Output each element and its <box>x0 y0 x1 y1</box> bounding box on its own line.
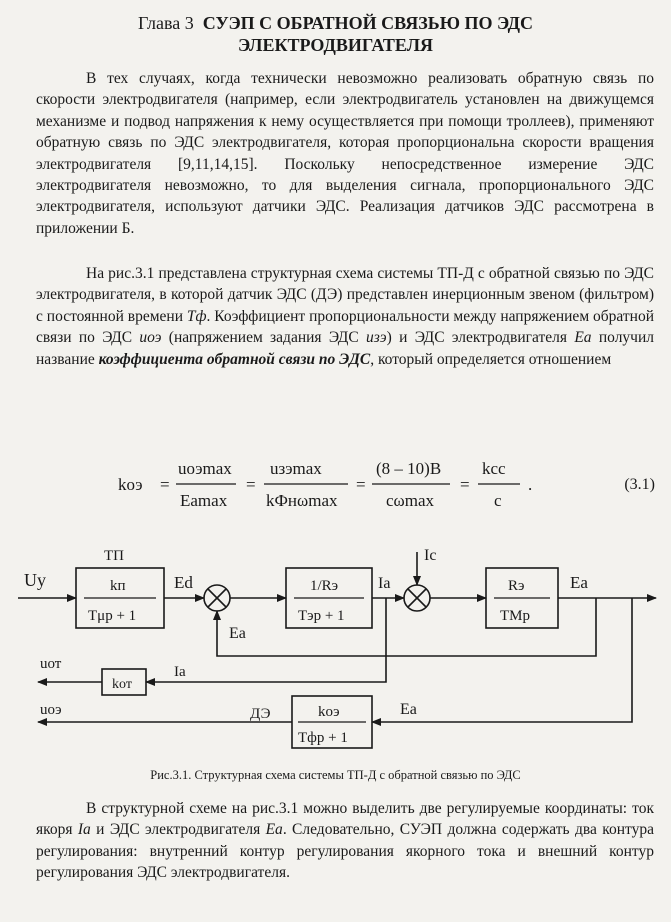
formula-3-1 <box>0 444 671 522</box>
equals-sign: = <box>460 475 470 494</box>
fraction-4-numerator: kсс <box>482 459 506 478</box>
anchor-numerator: 1/Rэ <box>310 578 339 594</box>
fraction-2-denominator: kФнωmax <box>266 491 338 510</box>
ic-label: Ic <box>424 547 437 564</box>
ea-sensor-label: Ea <box>400 701 417 718</box>
equals-sign: = <box>246 475 256 494</box>
sensor-denominator: Tфp + 1 <box>298 730 348 746</box>
fraction-3-denominator: cωmax <box>386 491 435 510</box>
fraction-3-numerator: (8 – 10)В <box>376 459 442 478</box>
symbol-tf: Tф <box>186 307 207 325</box>
tp-label: ТП <box>104 548 124 564</box>
formula-lhs: kоэ <box>118 475 143 494</box>
ed-label: Ed <box>174 573 193 592</box>
equals-sign: = <box>160 475 170 494</box>
ia-feedback-label: Ia <box>174 664 186 680</box>
kot-label: kот <box>112 677 132 692</box>
paragraph-2 <box>36 263 654 370</box>
equals-sign: = <box>356 475 366 494</box>
mech-denominator: TMp <box>500 608 530 624</box>
fraction-1-numerator: uоэmax <box>178 459 232 478</box>
formula-period: . <box>528 475 533 494</box>
ea-feedback-label: Ea <box>229 625 246 642</box>
chapter-number: Глава 3 <box>137 13 194 33</box>
paragraph-2-text-d: ) и ЭДС электродвигателя <box>386 329 575 347</box>
tp-denominator: Tμp + 1 <box>88 608 137 624</box>
chapter-heading <box>0 12 671 34</box>
sensor-numerator: kоэ <box>318 704 340 720</box>
paragraph-1-text: В тех случаях, когда технически невозможно реализовать обратную связь по скорости электродвигателя (например, если электродвигатель установлен на движущемся механизме и подвод напряжения к нему осуществляется при помощи троллеев), применяют обратную связь по ЭДС электродвигателя, которая пропорциональна скорости вращения электродвигателя [9,11,14,15]. Поскольку непосредственное измерение ЭДС электродвигателя невозможно, то для выделения сигнала, пропорционального ЭДС электродвигателя, используют датчики ЭДС. Реализация датчиков ЭДС рассмотрена в приложении Б. <box>36 70 654 237</box>
block-diagram <box>0 538 671 768</box>
chapter-title-line1: СУЭП С ОБРАТНОЙ СВЯЗЬЮ ПО ЭДС <box>202 13 534 33</box>
de-label: ДЭ <box>250 706 271 722</box>
chapter-title-line2: ЭЛЕКТРОДВИГАТЕЛЯ <box>237 35 434 55</box>
paragraph-3-text-a: В структурной схеме на рис.3.1 можно выделить две регулируемые координаты: ток якоря <box>36 800 654 839</box>
paragraph-1 <box>36 68 654 239</box>
mech-numerator: Rэ <box>508 578 525 594</box>
tp-numerator: kп <box>110 578 126 594</box>
symbol-uoe: uоэ <box>139 329 162 347</box>
paragraph-2-text-a: На рис.3.1 представлена структурная схема системы ТП-Д с обратной связью по ЭДС электродвигателя, в которой датчик ЭДС (ДЭ) представлен инерционным звеном (фильтром) с постоянной времени <box>36 265 654 325</box>
fraction-2-numerator: uзэmax <box>270 459 322 478</box>
paragraph-2-text-e: получил название <box>36 329 654 368</box>
paragraph-3-text-b: и ЭДС электродвигателя <box>90 821 266 839</box>
fraction-1-denominator: Eamax <box>180 491 228 510</box>
uot-label: uот <box>40 656 62 672</box>
symbol-ia: Ia <box>77 821 91 839</box>
uoe-label: uоэ <box>40 702 62 718</box>
emphasized-term: коэффициента обратной связи по ЭДС <box>98 350 371 368</box>
ia-label: Ia <box>378 575 391 592</box>
input-label: Uy <box>24 570 46 590</box>
symbol-ea: Ea <box>265 821 283 839</box>
ea-output-label: Ea <box>570 573 588 592</box>
anchor-denominator: Tэp + 1 <box>298 608 345 624</box>
paragraph-3-text-c: . Следовательно, СУЭП должна содержать два контура регулирования: внутренний контур регулирования якорного тока и внешний контур регулирования ЭДС электродвигателя. <box>36 821 654 882</box>
figure-caption: Рис.3.1. Структурная схема системы ТП-Д с обратной связью по ЭДС <box>150 768 521 782</box>
symbol-uze: uзэ <box>366 329 387 347</box>
paragraph-2-text-b: . Коэффициент пропорциональности между напряжением обратной связи по ЭДС <box>36 307 654 347</box>
fraction-4-denominator: c <box>494 491 502 510</box>
equation-number: (3.1) <box>624 476 655 493</box>
paragraph-2-text-f: , который определяется отношением <box>370 350 612 368</box>
paragraph-3 <box>36 798 654 884</box>
paragraph-2-text-c: (напряжением задания ЭДС <box>161 329 366 347</box>
symbol-ea: Ea <box>574 329 592 347</box>
